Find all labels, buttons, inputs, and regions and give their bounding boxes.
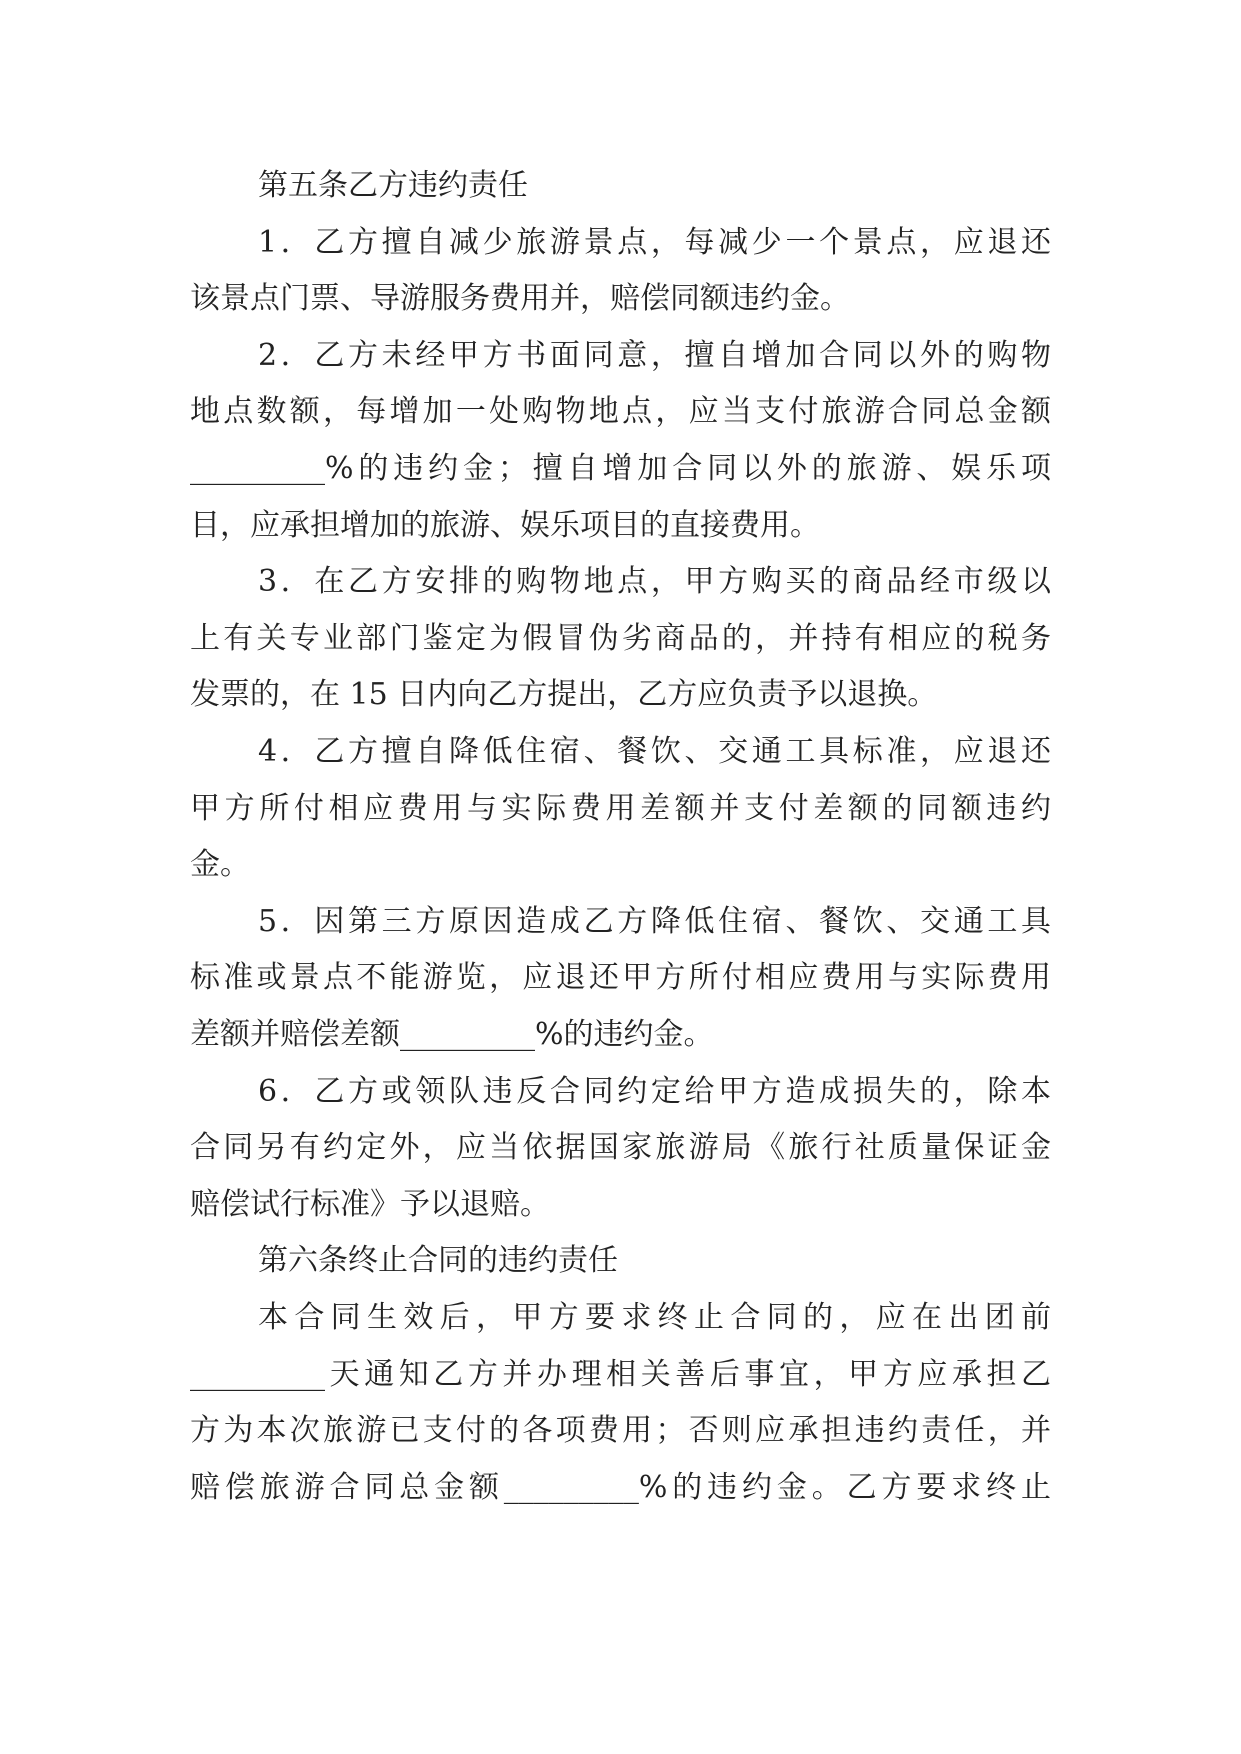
paragraph-line: 赔偿旅游合同总金额_________%的违约金。乙方要求终止 bbox=[190, 1470, 1051, 1505]
paragraph-line: 发票的，在 15 日内向乙方提出，乙方应负责予以退换。 bbox=[190, 677, 938, 712]
paragraph-line: 甲方所付相应费用与实际费用差额并支付差额的同额违约 bbox=[190, 791, 1051, 826]
section-heading-article-6: 第六条终止合同的违约责任 bbox=[258, 1243, 618, 1278]
paragraph-line: 上有关专业部门鉴定为假冒伪劣商品的，并持有相应的税务 bbox=[190, 621, 1051, 656]
paragraph-line: 标准或景点不能游览，应退还甲方所付相应费用与实际费用 bbox=[190, 960, 1051, 995]
paragraph-line: 赔偿试行标准》予以退赔。 bbox=[190, 1187, 550, 1222]
paragraph-line: 差额并赔偿差额_________%的违约金。 bbox=[190, 1017, 714, 1052]
section-heading-article-5: 第五条乙方违约责任 bbox=[258, 168, 528, 203]
paragraph-line: 5．因第三方原因造成乙方降低住宿、餐饮、交通工具 bbox=[258, 904, 1051, 939]
paragraph-line: 3．在乙方安排的购物地点，甲方购买的商品经市级以 bbox=[258, 564, 1051, 599]
paragraph-line: 本合同生效后，甲方要求终止合同的，应在出团前 bbox=[258, 1300, 1051, 1335]
paragraph-line: 目，应承担增加的旅游、娱乐项目的直接费用。 bbox=[190, 508, 820, 543]
paragraph-line: _________%的违约金；擅自增加合同以外的旅游、娱乐项 bbox=[190, 451, 1051, 486]
paragraph-line: _________天通知乙方并办理相关善后事宜，甲方应承担乙 bbox=[190, 1357, 1051, 1392]
paragraph-line: 方为本次旅游已支付的各项费用；否则应承担违约责任，并 bbox=[190, 1413, 1051, 1448]
paragraph-line: 4．乙方擅自降低住宿、餐饮、交通工具标准，应退还 bbox=[258, 734, 1051, 769]
paragraph-line: 2．乙方未经甲方书面同意，擅自增加合同以外的购物 bbox=[258, 338, 1051, 373]
paragraph-line: 地点数额，每增加一处购物地点，应当支付旅游合同总金额 bbox=[190, 394, 1051, 429]
paragraph-line: 金。 bbox=[190, 847, 250, 882]
paragraph-line: 6．乙方或领队违反合同约定给甲方造成损失的，除本 bbox=[258, 1074, 1051, 1109]
paragraph-line: 合同另有约定外，应当依据国家旅游局《旅行社质量保证金 bbox=[190, 1130, 1051, 1165]
paragraph-line: 该景点门票、导游服务费用并，赔偿同额违约金。 bbox=[190, 281, 850, 316]
paragraph-line: 1．乙方擅自减少旅游景点，每减少一个景点，应退还 bbox=[258, 225, 1051, 260]
